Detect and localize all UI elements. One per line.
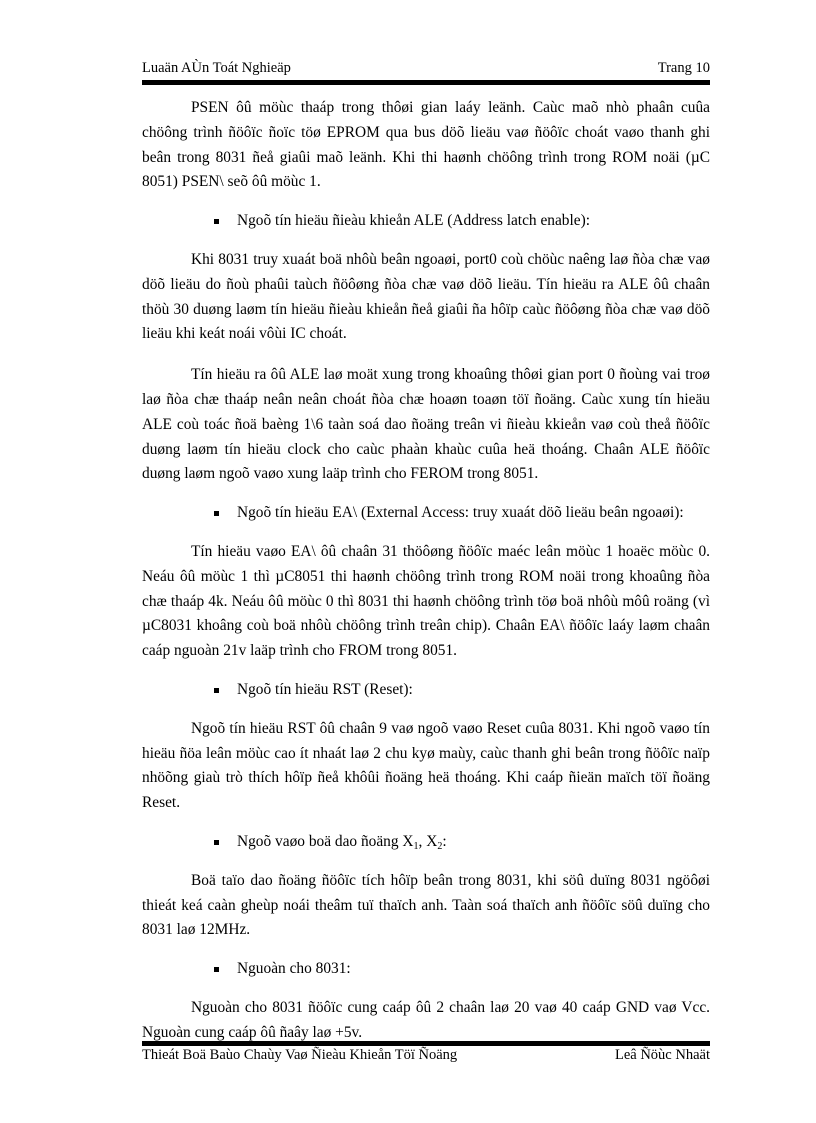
header-rule (142, 80, 710, 85)
paragraph-ea: Tín hieäu vaøo EA\ ôû chaân 31 thöôøng ñöôïc maéc leân möùc 1 hoaëc möùc 0. Neáu ôû möùc 1 thì µC8051 thi haønh chöông trình trong ROM noäi trong khoaûng ñòa chæ thaáp 4k. Neáu ôû möùc 0 thì 8031 thi haønh chöông trình töø boä nhôù môû roäng (vì µC8031 khoâng coù boä nhôù chöông trình treân chip). Chaân EA\ ñöôïc laáy laøm chaân caáp nguoàn 21v laäp trình cho FROM trong 8051. (142, 542, 710, 660)
bullet-square-icon (214, 511, 219, 516)
subscript-2: 2 (437, 840, 443, 852)
subscript-1: 1 (413, 840, 419, 852)
paragraph-power: Nguoàn cho 8031 ñöôïc cung caáp ôû 2 chaân laø 20 vaø 40 caáp GND vaø Vcc. Nguoàn cung caáp ôû ñaây laø +5v. (142, 998, 710, 1041)
bullet-ale-heading (142, 209, 710, 234)
page-footer (142, 1047, 710, 1069)
header-thesis-title: Luaän AÙn Toát Nghieäp (142, 60, 291, 76)
bullet-square-icon (214, 840, 219, 845)
bullet-text: Nguoàn cho 8031: (237, 960, 351, 978)
paragraph-rst: Ngoõ tín hieäu RST ôû chaân 9 vaø ngoõ vaøo Reset cuûa 8031. Khi ngoõ vaøo tín hieäu ñöa leân möùc cao ít nhaát laø 2 chu kyø maùy, caùc thanh ghi beân trong ñöôïc naïp nhöõng giaù trò thích hôïp ñeå khôûi ñoäng heä thoáng. Khi caáp ñieän maïch töï ñoäng Reset. (142, 719, 710, 812)
bullet-square-icon (214, 967, 219, 972)
paragraph-oscillator: Boä taïo dao ñoäng ñöôïc tích hôïp beân trong 8031, khi söû duïng 8031 ngöôøi thieát keá caàn gheùp noái theâm tuï thaïch anh. Taàn soá thaïch anh ñöôïc söû duïng cho 8031 laø 12MHz. (142, 871, 710, 939)
bullet-oscillator-heading (142, 830, 710, 855)
bullet-text: Ngoõ tín hieäu ñieàu khieån ALE (Address latch enable): (237, 212, 591, 230)
footer-project-title: Thieát Boä Baùo Chaùy Vaø Ñieàu Khieån Töï Ñoäng (142, 1047, 458, 1063)
footer-author: Leâ Ñöùc Nhaät (614, 1047, 710, 1063)
bullet-text-end: : (442, 832, 447, 850)
bullet-power-heading (142, 957, 710, 982)
paragraph-psen: PSEN ôû möùc thaáp trong thôøi gian laáy leänh. Caùc maõ nhò phaân cuûa chöông trình ñöôïc ñoïc töø EPROM qua bus döõ lieäu vaø ñöôïc choát vaøo thanh ghi beân trong 8031 ñeå giaûi maõ leänh. Khi thi haønh chöông trình trong ROM noäi (µC 8051) PSEN\ seõ ôû möùc 1. (142, 99, 710, 191)
paragraph-ale-1: Khi 8031 truy xuaát boä nhôù beân ngoaøi, port0 coù chöùc naêng laø ñòa chæ vaø döõ lieäu do ñoù phaûi taùch ñöôøng ñòa chæ vaø döõ lieäu. Tín hieäu ra ALE ôû chaân thöù 30 duøng laøm tín hieäu ñieàu khieån ñeå giaûi ña hôïp caùc ñöôøng ñòa chæ vaø döõ lieäu khi keát noái vôùi IC choát. (142, 250, 710, 343)
bullet-text: Ngoõ tín hieäu EA\ (External Access: truy xuaát döõ lieäu beân ngoaøi): (237, 504, 684, 522)
page-header (142, 60, 710, 82)
bullet-square-icon (214, 688, 219, 693)
bullet-text: Ngoõ tín hieäu RST (Reset): (237, 680, 413, 698)
page-body (142, 96, 710, 1046)
bullet-square-icon (214, 219, 219, 224)
bullet-text (212, 830, 447, 855)
paragraph-ale-2: Tín hieäu ra ôû ALE laø moät xung trong khoaûng thôøi gian port 0 ñoùng vai troø laø ñòa chæ thaáp neân neân choát ñòa chæ hoaøn toaøn töï ñoäng. Caùc xung tín hieäu ALE coù toác ñoä baèng 1\6 taàn soá dao ñoäng treân vi ñieàu kkieån vaø coù theå ñöôïc duøng laøm tín hieäu clock cho caùc phaàn khaùc cuûa heä thoáng. Chaân ALE ñöôïc duøng laøm ngoõ vaøo xung laäp trình cho FEROM trong 8051. (142, 366, 710, 483)
bullet-text-sep: , X (418, 832, 438, 850)
bullet-text-main: Ngoõ vaøo boä dao ñoäng X (237, 832, 414, 850)
footer-rule (142, 1041, 710, 1046)
bullet-rst-heading (142, 678, 710, 703)
bullet-ea-heading (142, 501, 710, 526)
header-page-number: Trang 10 (657, 60, 710, 76)
